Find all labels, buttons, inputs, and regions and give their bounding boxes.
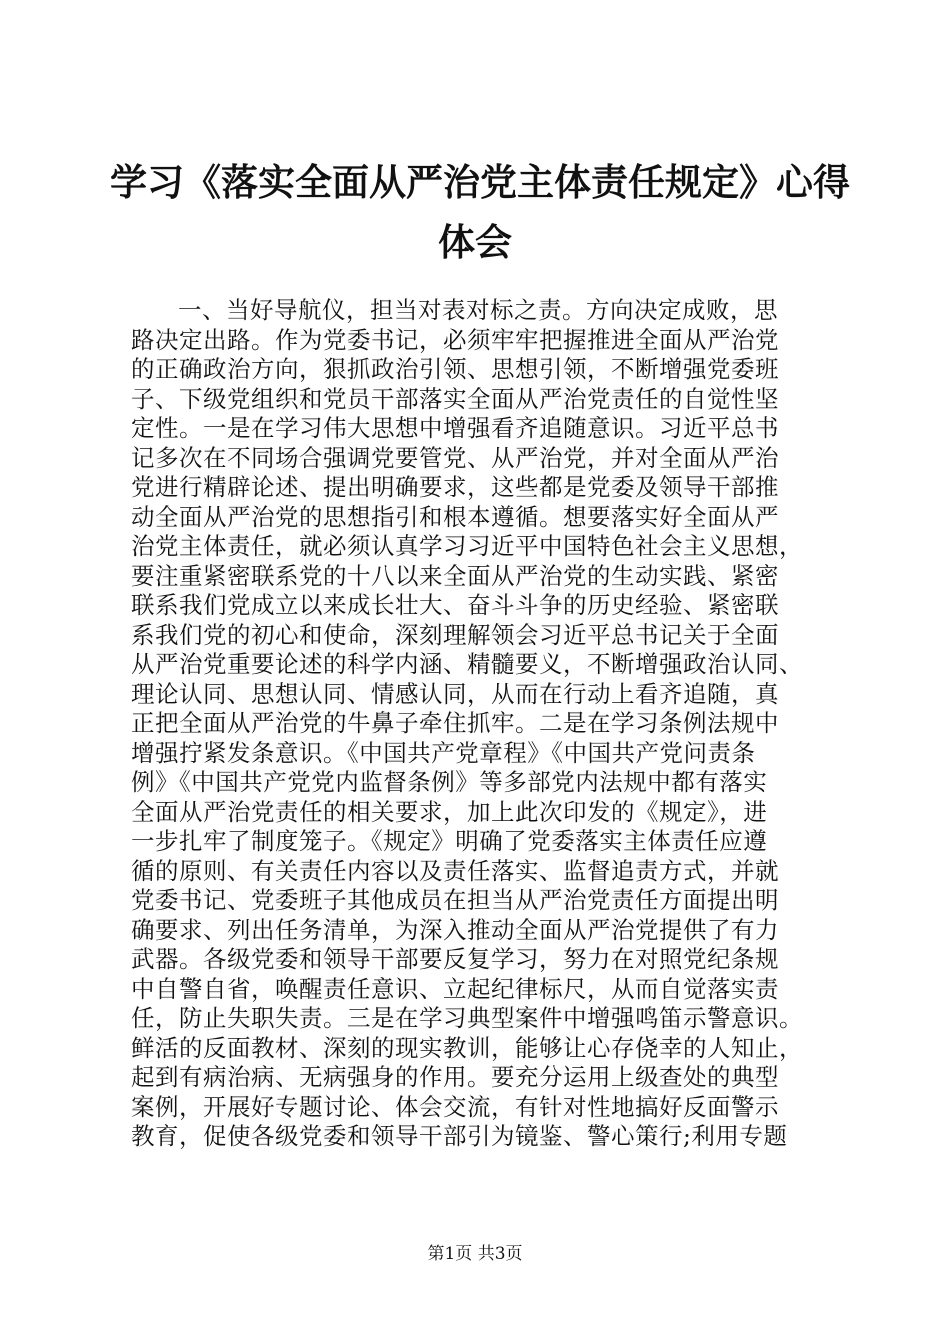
body-line: 起到有病治病、无病强身的作用。要充分运用上级查处的典型 xyxy=(131,1063,779,1091)
body-line: 教育，促使各级党委和领导干部引为镜鉴、警心策行;利用专题 xyxy=(131,1122,788,1150)
body-line: 动全面从严治党的思想指引和根本遵循。想要落实好全面从严 xyxy=(131,502,779,531)
body-line: 武器。各级党委和领导干部要反复学习，努力在对照党纪条规 xyxy=(131,945,779,973)
body-line: 子、下级党组织和党员干部落实全面从严治党责任的自觉性坚 xyxy=(131,384,779,413)
body-line: 一步扎牢了制度笼子。《规定》明确了党委落实主体责任应遵 xyxy=(131,827,768,855)
body-line: 鲜活的反面教材、深刻的现实教训，能够让心存侥幸的人知止， xyxy=(131,1033,803,1062)
body-line: 联系我们党成立以来成长壮大、奋斗斗争的历史经验、紧密联 xyxy=(131,591,779,619)
body-line: 任，防止失职失责。三是在学习典型案件中增强鸣笛示警意识。 xyxy=(131,1004,803,1032)
document-title-line-1: 学习《落实全面从严治党主体责任规定》心得 xyxy=(110,160,850,204)
body-line: 循的原则、有关责任内容以及责任落实、监督追责方式，并就 xyxy=(131,856,779,885)
page-number-footer: 第1页 共3页 xyxy=(427,1244,523,1264)
body-line: 定性。一是在学习伟大思想中增强看齐追随意识。习近平总书 xyxy=(131,414,779,442)
body-line: 全面从严治党责任的相关要求，加上此次印发的《规定》，进 xyxy=(131,797,768,826)
body-line: 正把全面从严治党的牛鼻子牵住抓牢。二是在学习条例法规中 xyxy=(131,709,779,737)
body-line: 记多次在不同场合强调党要管党、从严治党，并对全面从严治 xyxy=(131,443,779,472)
body-line: 理论认同、思想认同、情感认同，从而在行动上看齐追随，真 xyxy=(131,679,779,708)
body-line: 中自警自省，唤醒责任意识、立起纪律标尺，从而自觉落实责 xyxy=(131,974,779,1003)
body-line: 案例，开展好专题讨论、体会交流，有针对性地搞好反面警示 xyxy=(131,1092,779,1121)
document-title-line-2: 体会 xyxy=(438,220,512,264)
body-line: 要注重紧密联系党的十八以来全面从严治党的生动实践、紧密 xyxy=(131,561,779,590)
document-body xyxy=(131,296,851,1152)
body-line: 确要求、列出任务清单，为深入推动全面从严治党提供了有力 xyxy=(131,915,779,944)
body-line: 例》《中国共产党党内监督条例》等多部党内法规中都有落实 xyxy=(131,768,768,796)
body-line: 党委书记、党委班子其他成员在担当从严治党责任方面提出明 xyxy=(131,886,779,914)
body-line: 系我们党的初心和使命，深刻理解领会习近平总书记关于全面 xyxy=(131,620,779,649)
body-line: 路决定出路。作为党委书记，必须牢牢把握推进全面从严治党 xyxy=(131,325,779,354)
body-line: 的正确政治方向，狠抓政治引领、思想引领，不断增强党委班 xyxy=(131,355,779,383)
body-line: 增强拧紧发条意识。《中国共产党章程》《中国共产党问责条 xyxy=(131,738,756,767)
body-line: 治党主体责任，就必须认真学习习近平中国特色社会主义思想， xyxy=(131,532,803,560)
body-line: 党进行精辟论述、提出明确要求，这些都是党委及领导干部推 xyxy=(131,473,779,501)
body-line: 一、当好导航仪，担当对表对标之责。方向决定成败，思 xyxy=(178,296,778,324)
body-line: 从严治党重要论述的科学内涵、精髓要义，不断增强政治认同、 xyxy=(131,650,803,678)
